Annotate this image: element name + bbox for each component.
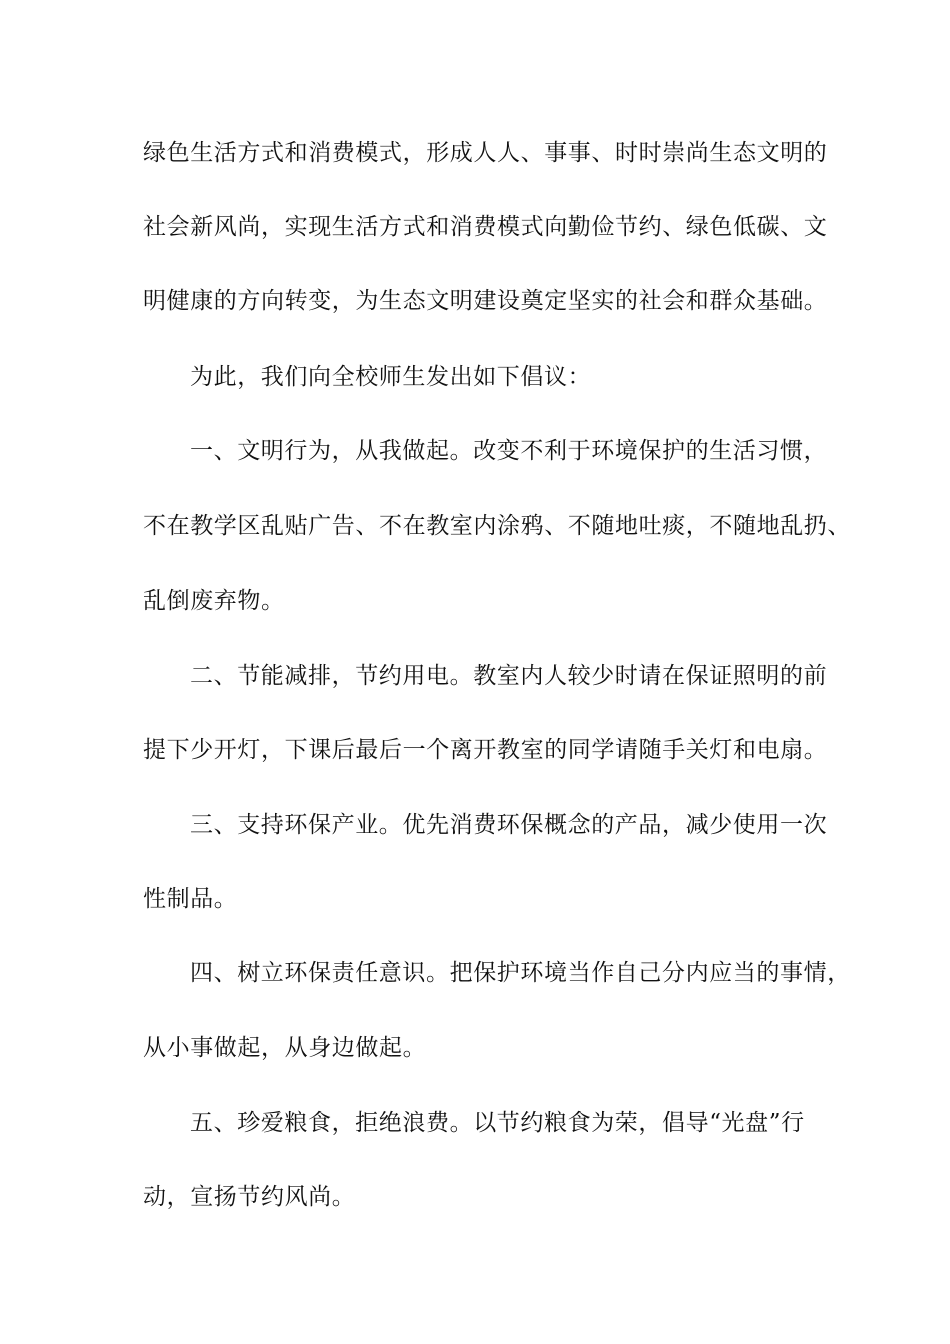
paragraph-line: 性制品。 (143, 886, 238, 912)
paragraph-line: 三、支持环保产业。优先消费环保概念的产品，减少使用一次 (190, 812, 828, 838)
paragraph-line: 社会新风尚，实现生活方式和消费模式向勤俭节约、绿色低碳、文 (143, 214, 828, 240)
paragraph-line: 绿色生活方式和消费模式，形成人人、事事、时时崇尚生态文明的 (143, 140, 828, 166)
paragraph-line: 乱倒废弃物。 (143, 588, 285, 614)
paragraph-line: 明健康的方向转变，为生态文明建设奠定坚实的社会和群众基础。 (143, 288, 828, 314)
paragraph-line: 五、珍爱粮食，拒绝浪费。以节约粮食为荣，倡导“光盘”行 (190, 1110, 805, 1136)
paragraph-line: 动，宣扬节约风尚。 (143, 1184, 356, 1210)
paragraph-line: 一、文明行为，从我做起。改变不利于环境保护的生活习惯， (190, 438, 828, 464)
paragraph-line: 四、树立环保责任意识。把保护环境当作自己分内应当的事情， (190, 960, 851, 986)
paragraph-line: 为此，我们向全校师生发出如下倡议： (190, 364, 592, 390)
paragraph-line: 提下少开灯，下课后最后一个离开教室的同学请随手关灯和电扇。 (143, 737, 828, 763)
paragraph-line: 二、节能减排，节约用电。教室内人较少时请在保证照明的前 (190, 663, 828, 689)
paragraph-line: 不在教学区乱贴广告、不在教室内涂鸦、不随地吐痰，不随地乱扔、 (143, 513, 851, 539)
paragraph-line: 从小事做起，从身边做起。 (143, 1035, 427, 1061)
